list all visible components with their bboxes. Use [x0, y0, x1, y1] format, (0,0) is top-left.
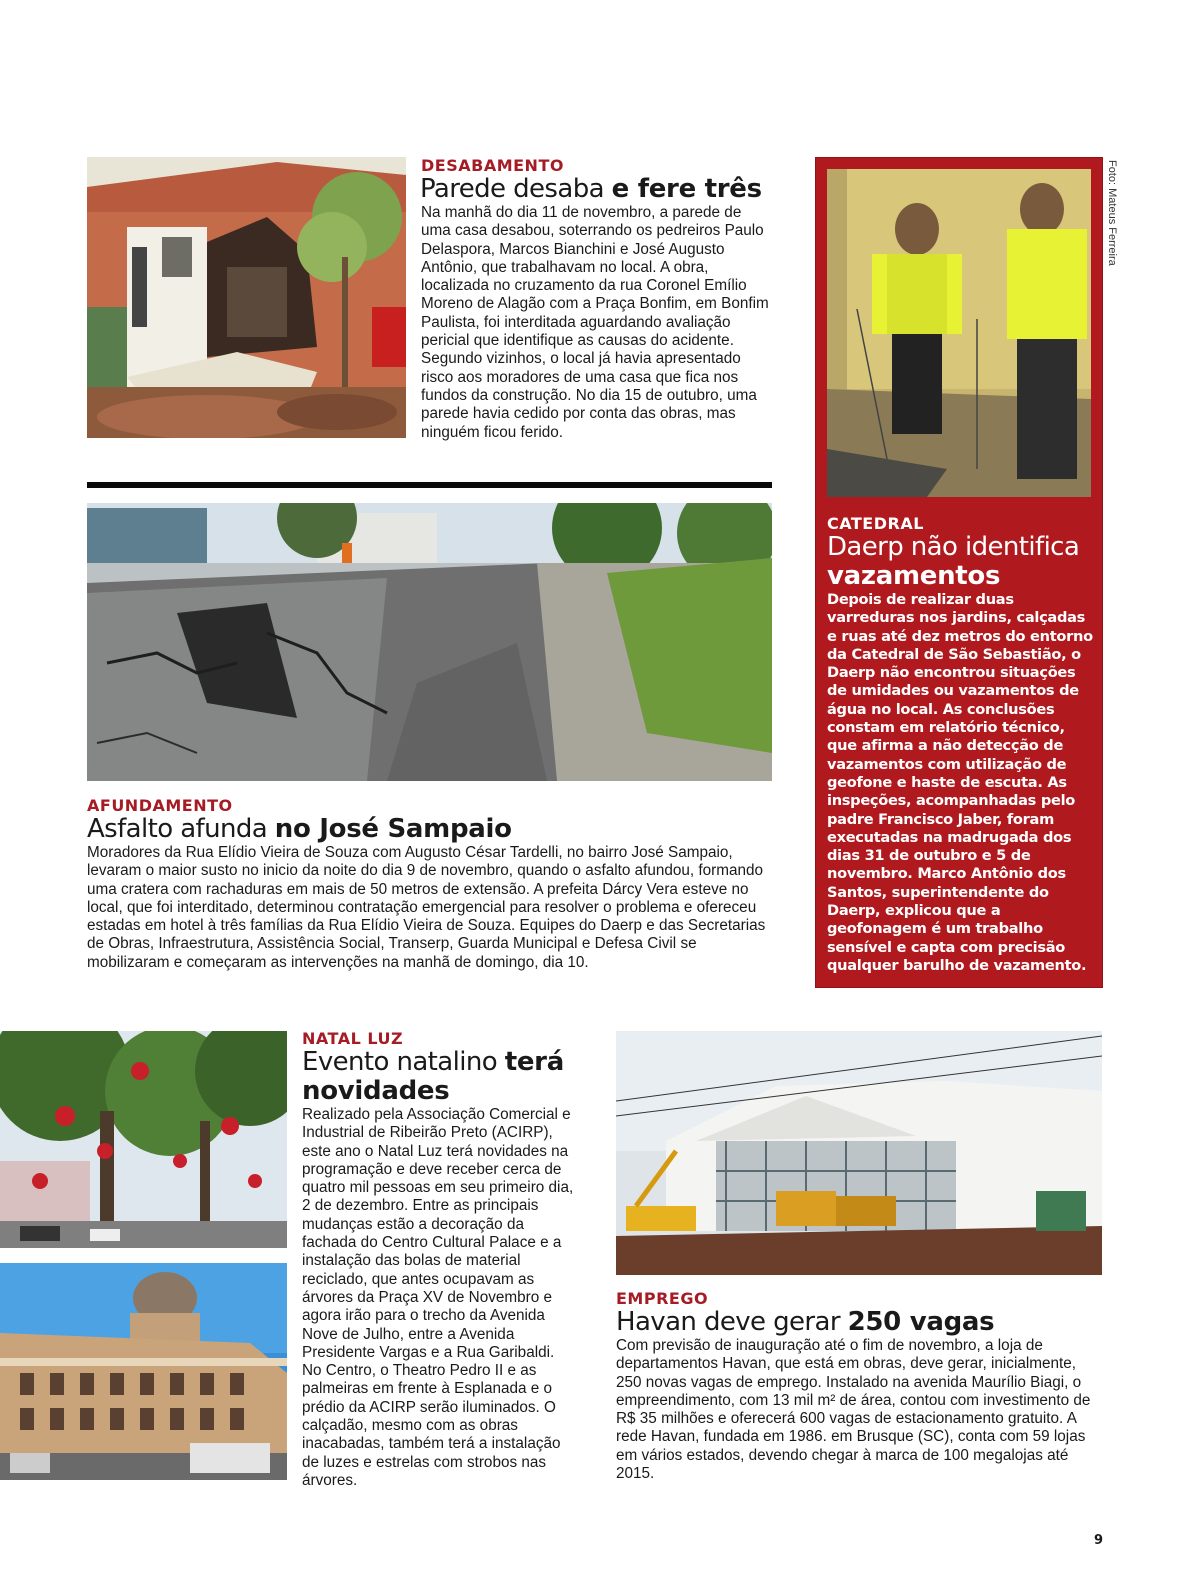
desabamento-headline-bold: e fere três — [611, 174, 762, 204]
catedral-headline-bold: vazamentos — [827, 561, 1001, 591]
natal-kicker: NATAL LUZ — [302, 1029, 404, 1048]
desabamento-body: Na manhã do dia 11 de novembro, a parede de uma casa desabou, soterrando os pedreiros Paulo Delaspora, Marcos Bianchini e José Augusto Antônio, que trabalhavam no local. A obra, localizada no cruzamento da rua Coronel Emílio Moreno de Alagão com a Praça Bonfim, em Bonfim Paulista, foi interditada aguardando avaliação pericial que identifique as causas do acidente. Segundo vizinhos, o local já havia apresentado risco aos moradores de uma casa que fica nos fundos da construção. No dia 15 de outubro, uma parede havia cedido por conta das obras, mas ninguém ficou ferido. — [421, 204, 769, 441]
desabamento-kicker: DESABAMENTO — [421, 156, 564, 175]
natal-headline-plain: Evento natalino — [302, 1047, 505, 1077]
catedral-box — [815, 157, 1103, 988]
desabamento-headline — [420, 175, 780, 204]
natal-body: Realizado pela Associação Comercial e Industrial de Ribeirão Preto (ACIRP), este ano o Natal Luz terá novidades na programação e deve receber cerca de quatro mil pessoas em seu primeiro dia, 2 de dezembro. Entre as principais mudanças estão a decoração da fachada do Centro Cultural Palace e a instalação das bolas de material reciclado, que antes ocupavam as árvores da Praça XV de Novembro e agora irão para o trecho da Avenida Nove de Julho, entre a Avenida Presidente Vargas e a Rua Garibaldi. No Centro, o Theatro Pedro II e as palmeiras em frente à Esplanada e o prédio da ACIRP serão iluminados. O calçadão, mesmo com as obras inacabadas, também terá a instalação de luzes e estrelas com strobos nas árvores. — [302, 1106, 574, 1489]
christmas-trees-photo — [0, 1031, 287, 1248]
afundamento-headline-bold: no José Sampaio — [274, 814, 512, 844]
catedral-body: Depois de realizar duas varreduras nos jardins, calçadas e ruas até dez metros do entorno da Catedral de São Sebastião, o Daerp não encontrou situações de umidades ou vazamentos de água no local. As conclusões constam em relatório técnico, que afirma a não detecção de vazamentos com utilização de geofone e haste de escuta. As inspeções, acompanhadas pelo padre Francisco Jaber, foram executadas na madrugada dos dias 31 de outubro e 5 de novembro. Marco Antônio dos Santos, superintendente do Daerp, explicou que a geofonagem é um trabalho sensível e capta com precisão qualquer barulho de vazamento. — [827, 591, 1093, 974]
photo-credit: Foto: Mateus Ferreira — [1106, 160, 1118, 266]
desabamento-headline-plain: Parede desaba — [420, 174, 612, 204]
natal-headline-bold: terá novidades — [302, 1047, 564, 1106]
page-number: 9 — [1094, 1533, 1104, 1548]
catedral-headline — [827, 533, 1087, 591]
afundamento-headline — [87, 815, 687, 844]
emprego-kicker: EMPREGO — [616, 1289, 709, 1308]
havan-construction-photo — [616, 1031, 1102, 1275]
collapsed-wall-photo — [87, 157, 406, 438]
emprego-headline-bold: 250 vagas — [847, 1307, 995, 1337]
emprego-headline — [616, 1308, 1056, 1337]
historic-building-photo — [0, 1263, 287, 1480]
afundamento-kicker: AFUNDAMENTO — [87, 796, 233, 815]
emprego-headline-plain: Havan deve gerar — [616, 1307, 848, 1337]
afundamento-body: Moradores da Rua Elídio Vieira de Souza com Augusto César Tardelli, no bairro José Sampaio, levaram o maior susto no inicio da noite do dia 9 de novembro, quando o asfalto afundou, formando uma cratera com rachaduras em mais de 50 metros de extensão. A prefeita Dárcy Vera esteve no local, que foi interditado, determinou contratação emergencial para resolver o problema e ofereceu estadas em hotel à três famílias da Rua Elídio Vieira de Souza. Equipes do Daerp e das Secretarias de Obras, Infraestrutura, Assistência Social, Transerp, Guarda Municipal e Defesa Civil se mobilizaram e começaram as intervenções na manhã de domingo, dia 10. — [87, 844, 766, 971]
afundamento-headline-plain: Asfalto afunda — [87, 814, 275, 844]
sinkhole-road-photo — [87, 503, 772, 781]
catedral-headline-plain: Daerp não identifica — [827, 532, 1080, 562]
natal-headline — [302, 1048, 582, 1106]
geophone-inspectors-photo — [827, 169, 1091, 497]
emprego-body: Com previsão de inauguração até o fim de novembro, a loja de departamentos Havan, que está em obras, deve gerar, inicialmente, 250 novas vagas de emprego. Instalado na avenida Maurílio Biagi, o empreendimento, com 13 mil m² de área, contou com investimento de R$ 35 milhões e oferecerá 600 vagas de estacionamento gratuito. A rede Havan, fundada em 1986. em Brusque (SC), conta com 59 lojas em vários estados, devendo chegar à marca de 100 megalojas até 2015. — [616, 1337, 1091, 1483]
catedral-kicker: CATEDRAL — [827, 514, 924, 533]
section-divider — [87, 482, 772, 488]
